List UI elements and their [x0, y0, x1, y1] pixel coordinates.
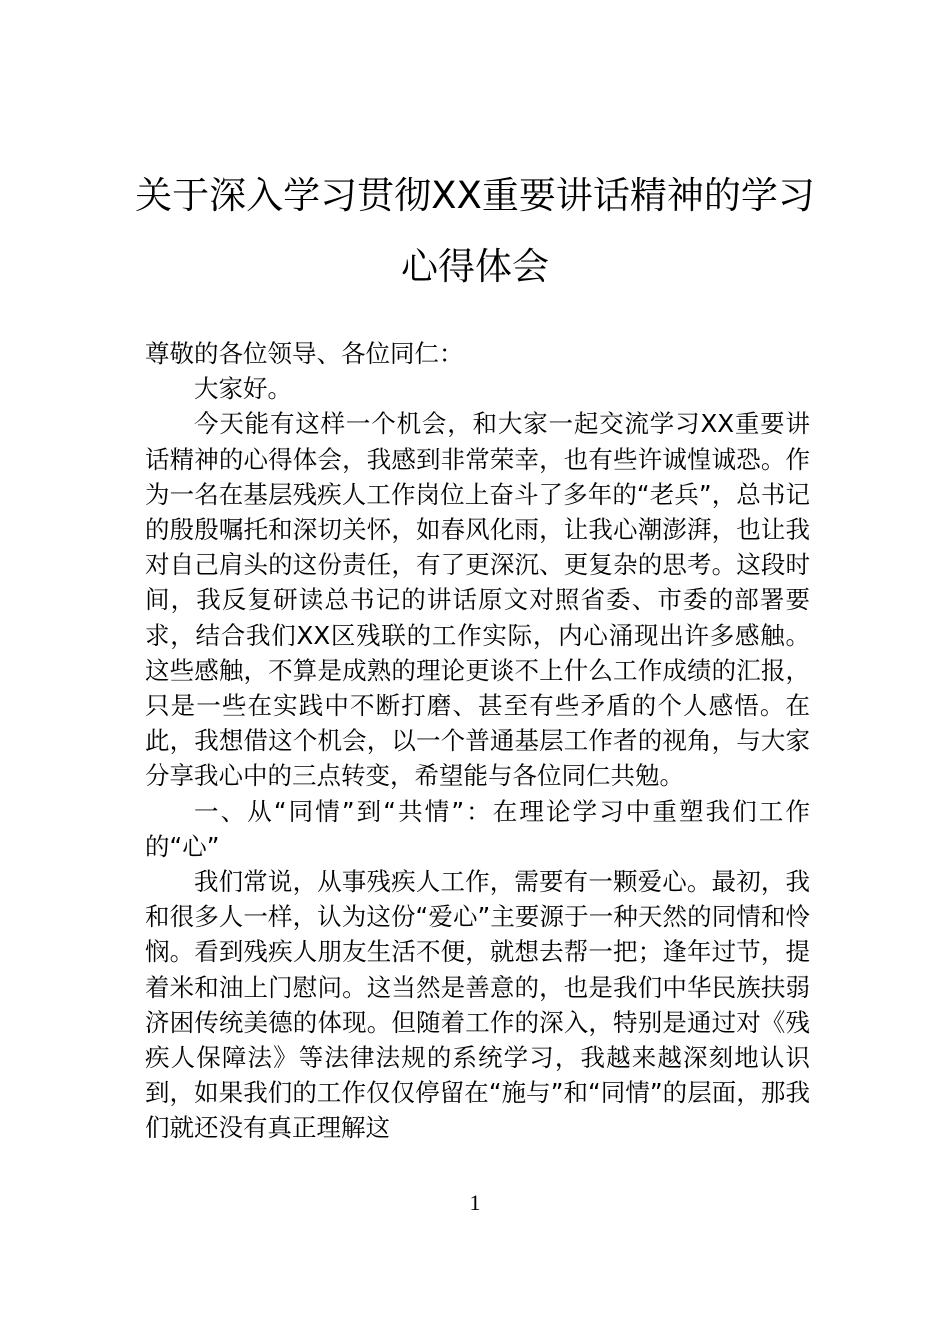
document-body [145, 336, 810, 1146]
page-number: 1 [469, 1190, 481, 1215]
document-title-line-2: 心得体会 [401, 245, 549, 288]
document-title-line-1: 关于深入学习贯彻XX重要讲话精神的学习 [135, 174, 815, 217]
salutation: 尊敬的各位领导、各位同仁： [145, 339, 464, 368]
body-paragraph-1: 今天能有这样一个机会，和大家一起交流学习XX重要讲话精神的心得体会，我感到非常荣幸，也有些许诚惶诚恐。作为一名在基层残疾人工作岗位上奋斗了多年的“老兵”，总书记的殷殷嘱托和深切关怀，如春风化雨，让我心潮澎湃，也让我对自己肩头的这份责任，有了更深沉、更复杂的思考。这段时间，我反复研读总书记的讲话原文对照省委、市委的部署要求，结合我们XX区残联的工作实际，内心涌现出许多感触。这些感触，不算是成熟的理论更谈不上什么工作成绩的汇报，只是一些在实践中不断打磨、甚至有些矛盾的个人感悟。在此，我想借这个机会，以一个普通基层工作者的视角，与大家分享我心中的三点转变，希望能与各位同仁共勉。 [145, 409, 810, 791]
greeting: 大家好。 [194, 374, 292, 404]
body-paragraph-2: 我们常说，从事残疾人工作，需要有一颗爱心。最初，我和很多人一样，认为这份“爱心”主要源于一种天然的同情和怜悯。看到残疾人朋友生活不便，就想去帮一把；逢年过节，提着米和油上门慰问。这当然是善意的，也是我们中华民族扶弱济困传统美德的体现。但随着工作的深入，特别是通过对《残疾人保障法》等法律法规的系统学习，我越来越深刻地认识到，如果我们的工作仅仅停留在“施与”和“同情”的层面，那我们就还没有真正理解这 [145, 867, 810, 1143]
section-heading-1: 一、从“同情”到“共情”：在理论学习中重塑我们工作的“心” [145, 796, 810, 861]
